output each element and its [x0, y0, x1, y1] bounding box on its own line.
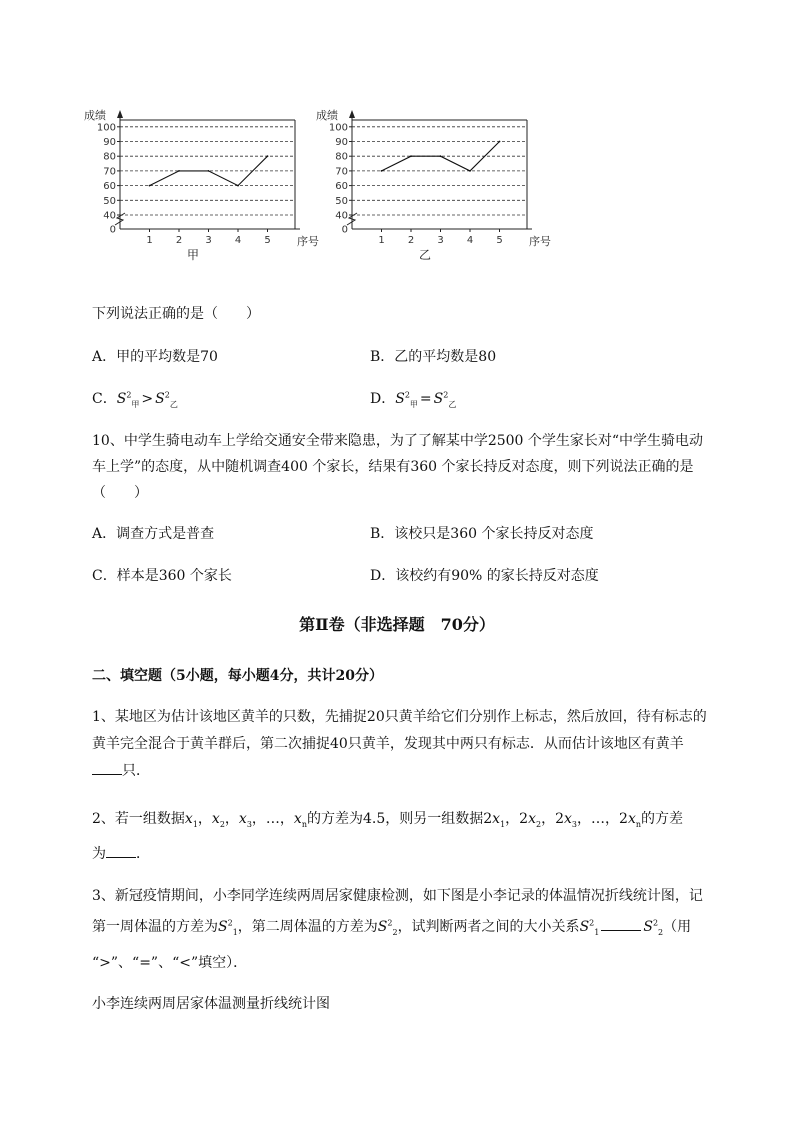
answer-blank[interactable] — [92, 762, 122, 775]
variance-symbol: S — [116, 391, 127, 407]
var-x: x — [211, 811, 220, 827]
y-tick-label: 80 — [335, 151, 348, 163]
square-mark: 2 — [443, 390, 449, 400]
f2-text-c: 的方差 — [641, 811, 683, 827]
sub-2: 2 — [219, 819, 225, 829]
y-axis-arrow — [349, 110, 355, 118]
x-tick-label: 4 — [234, 235, 242, 246]
var-x: x — [184, 811, 193, 827]
y-tick-label: 80 — [103, 151, 116, 163]
x-tick-label: 2 — [407, 235, 415, 246]
data-point — [440, 155, 442, 157]
f2-line-2-post: ． — [136, 846, 150, 862]
y-tick-label: 60 — [103, 181, 116, 193]
y-tick-label: 70 — [335, 166, 348, 178]
data-point — [178, 170, 180, 172]
sep: ， — [279, 811, 294, 827]
var-x: x — [627, 811, 636, 827]
sub-2: 2 — [392, 927, 398, 937]
f3-line-2 — [92, 916, 691, 937]
line-chart-jia — [80, 100, 340, 270]
subscript-jia: 甲 — [409, 399, 418, 409]
f2-text-a: 2、若一组数据 — [92, 811, 185, 827]
f3-line-1: 3、新冠疫情期间，小李同学连续两周居家健康检测，如下图是小李记录的体温情况折线统计图，记 — [92, 888, 703, 904]
answer-blank[interactable] — [106, 845, 136, 858]
q10-line-2: 车上学”的态度，从中随机调查400 个家长，结果有360 个家长持反对态度，则下列说法正确的是 — [92, 459, 694, 475]
y-tick-label: 90 — [335, 137, 348, 148]
q9-option-d — [370, 388, 456, 410]
x-tick-label: 1 — [146, 235, 153, 246]
subscript-yi: 乙 — [169, 399, 178, 409]
x-tick-label: 4 — [466, 235, 474, 246]
sep: ， — [505, 811, 520, 827]
subscript-jia: 甲 — [131, 399, 140, 409]
q9-option-d-prefix: D． — [370, 391, 396, 407]
sep: ， — [197, 811, 212, 827]
square-mark: 2 — [589, 918, 595, 928]
sep: ， — [541, 811, 556, 827]
variance-symbol: S — [155, 391, 165, 407]
data-point — [410, 155, 412, 157]
data-point — [499, 141, 501, 143]
var-x: x — [564, 811, 572, 827]
variance-symbol: S — [377, 919, 388, 935]
y-tick-label: 40 — [103, 210, 116, 222]
sub-3: 3 — [246, 819, 252, 829]
x-axis-label: 序号 — [297, 235, 319, 248]
sub-2: 2 — [658, 927, 664, 937]
y-axis-arrow — [117, 110, 123, 118]
square-mark: 2 — [164, 390, 170, 400]
variance-symbol: S — [218, 919, 228, 935]
square-mark: 2 — [126, 390, 132, 400]
q9-option-a: A．甲的平均数是70 — [92, 349, 218, 365]
data-point — [267, 155, 269, 157]
f3-line-3: “>”、“=”、“<”填空）． — [92, 955, 248, 971]
y-tick-label: 50 — [335, 195, 348, 207]
square-mark: 2 — [227, 918, 233, 928]
coef-2: 2 — [555, 811, 565, 827]
sep: ， — [224, 811, 239, 827]
answer-blank[interactable] — [601, 918, 641, 931]
x-axis-label: 序号 — [529, 235, 551, 248]
data-point — [469, 170, 471, 172]
data-point — [208, 170, 210, 172]
q9-stem: 下列说法正确的是（ ） — [92, 306, 260, 322]
sub-1: 1 — [500, 819, 506, 829]
y-tick-label: 0 — [341, 224, 348, 236]
y-tick-label: 60 — [335, 181, 348, 193]
f3-chart-title: 小李连续两周居家体温测量折线统计图 — [92, 996, 330, 1012]
q10-line-1: 10、中学生骑电动车上学给交通安全带来隐患，为了了解某中学2500 个学生家长对“中学生骑电动 — [92, 433, 704, 449]
var-x: x — [492, 811, 501, 827]
f1-line-1: 1、某地区为估计该地区黄羊的只数，先捕捉20只黄羊给它们分别作上标志，然后放回，待有标志的 — [92, 709, 707, 725]
coef-2: 2 — [483, 811, 493, 827]
section-heading: 二、填空题（5小题，每小题4分，共计20分） — [92, 668, 383, 684]
variance-symbol: S — [579, 919, 590, 935]
f1-line-3-text: 只． — [122, 763, 150, 779]
y-tick-label: 50 — [103, 195, 116, 207]
q9-option-c — [92, 388, 178, 410]
x-tick-label: 3 — [437, 235, 444, 246]
f1-line-2: 黄羊完全混合于黄羊群后，第二次捕捉40只黄羊，发现其中两只有标志．从而估计该地区有黄羊 — [92, 736, 684, 752]
variance-symbol: S — [433, 391, 444, 407]
q10-option-a: A．调查方式是普查 — [92, 526, 215, 542]
f2-line-1 — [92, 808, 683, 829]
subscript-yi: 乙 — [448, 399, 457, 409]
q9-option-c-prefix: C． — [92, 391, 117, 407]
f2-line-2 — [92, 843, 150, 863]
y-tick-label: 70 — [103, 166, 116, 178]
x-tick-label: 1 — [378, 235, 385, 246]
variance-symbol: S — [395, 391, 405, 407]
y-tick-label: 100 — [96, 122, 116, 134]
y-axis-label: 成绩 — [84, 109, 106, 122]
q10-line-3: （ ） — [92, 485, 148, 501]
coef-2: 2 — [519, 811, 529, 827]
line-chart-yi — [312, 100, 572, 270]
x-tick-label: 2 — [175, 235, 183, 246]
x-tick-label: 5 — [496, 235, 503, 246]
data-point — [149, 185, 151, 187]
f2-text-b: 的方差为4.5，则另一组数据 — [306, 811, 484, 827]
coef-2: 2 — [619, 811, 628, 827]
q10-option-d: D．该校约有90% 的家长持反对态度 — [370, 568, 599, 584]
y-tick-label: 100 — [328, 122, 348, 134]
data-point — [381, 170, 383, 172]
y-axis-label: 成绩 — [316, 109, 338, 122]
var-x: x — [293, 811, 302, 827]
f3-text-a: 第一周体温的方差为 — [92, 919, 218, 935]
sub-1: 1 — [232, 927, 238, 937]
chart-caption: 乙 — [418, 248, 432, 262]
sub-n: n — [301, 819, 307, 829]
ellipsis: … — [591, 811, 606, 827]
y-tick-label: 40 — [335, 210, 348, 222]
f3-text-c: ，试判断两者之间的大小关系 — [397, 919, 580, 935]
chart-caption: 甲 — [186, 248, 200, 262]
sub-1: 1 — [594, 927, 600, 937]
data-point — [237, 185, 239, 187]
sep: ， — [251, 811, 266, 827]
square-mark: 2 — [404, 390, 410, 400]
ellipsis: … — [265, 811, 280, 827]
y-tick-label: 90 — [103, 137, 116, 148]
sub-3: 3 — [571, 819, 578, 829]
sub-n: n — [635, 819, 641, 829]
x-tick-label: 5 — [264, 235, 271, 246]
sub-2: 2 — [536, 819, 542, 829]
sub-1: 1 — [192, 819, 198, 829]
q9-option-b: B．乙的平均数是80 — [370, 349, 497, 365]
square-mark: 2 — [652, 918, 659, 928]
variance-symbol: S — [643, 919, 653, 935]
relation-equal: = — [419, 391, 432, 407]
f1-line-3 — [92, 760, 150, 780]
q10-option-b: B．该校只是360 个家长持反对态度 — [370, 526, 594, 542]
f2-line-2-pre: 为 — [92, 846, 106, 862]
sep: ， — [577, 811, 592, 827]
relation-greater: > — [141, 391, 154, 407]
f3-text-b: ，第二周体温的方差为 — [237, 919, 378, 935]
f3-text-d: （用 — [663, 919, 692, 935]
section-title: 第Ⅱ卷（非选择题 70分） — [299, 615, 495, 634]
var-x: x — [528, 811, 536, 827]
x-tick-label: 3 — [205, 235, 212, 246]
square-mark: 2 — [387, 918, 393, 928]
y-tick-label: 0 — [109, 224, 116, 236]
q10-option-c: C．样本是360 个家长 — [92, 568, 232, 584]
sep: ， — [605, 811, 620, 827]
var-x: x — [238, 811, 247, 827]
